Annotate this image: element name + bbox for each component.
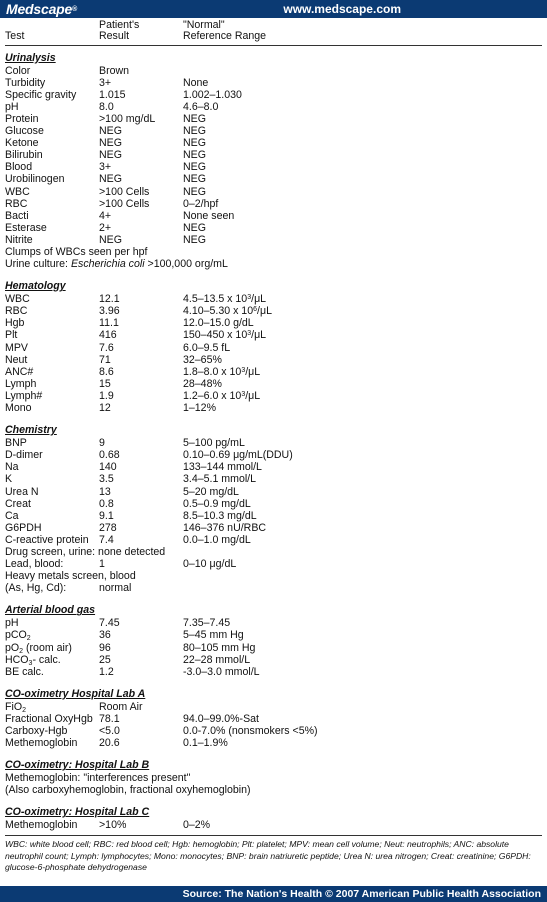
table-row: Turbidity 3+ None [5, 76, 209, 89]
table-row: Urobilinogen NEG NEG [5, 173, 206, 186]
table-row: Blood 3+ NEG [5, 161, 206, 174]
table-row: Drug screen, urine: none detected [5, 545, 166, 558]
table-row: Bacti 4+ None seen [5, 209, 235, 222]
table-row: (As, Hg, Cd): normal [5, 582, 132, 595]
table-row: Protein >100 mg/dL NEG [5, 112, 206, 125]
table-row: G6PDH 278 146–376 nU/RBC [5, 521, 267, 534]
table-row: Esterase 2+ NEG [5, 221, 206, 234]
table-row: Methemoglobin >10% 0–2% [5, 819, 211, 832]
table-row: pH 8.0 4.6–8.0 [5, 100, 219, 113]
table-row: Neut 71 32–65% [5, 353, 222, 366]
table-row: Ca 9.1 8.5–10.3 mg/dL [5, 509, 257, 522]
column-headers: Patient's "Normal" Test Result Reference Range [5, 20, 542, 43]
urine-culture-note: Urine culture: Escherichia coli >100,000 org/mL [5, 258, 228, 271]
table-row: Creat 0.8 0.5–0.9 mg/dL [5, 497, 251, 510]
section-title-abg: Arterial blood gas [5, 604, 96, 617]
header-bar [0, 0, 547, 18]
table-row: ANC# 8.6 1.8–8.0 x $10^3/\mu L$ [5, 365, 261, 378]
col-result: Result [99, 30, 130, 43]
section-title-chemistry: Chemistry [5, 424, 57, 437]
table-row: Lymph 15 28–48% [5, 377, 222, 390]
table-row: $HCO_3-$ calc. 25 22–28 mmol/L [5, 653, 251, 667]
section-title-hematology: Hematology [5, 280, 66, 293]
table-row: pCO$_2$ 36 5–45 mm Hg [5, 629, 244, 643]
table-row: Lymph# 1.9 1.2–6.0 x $10^3/\mu L$ [5, 389, 261, 402]
table-row: RBC 3.96 4.10–5.30 x $10^6/\mu L$ [5, 305, 272, 318]
table-row: BE calc. 1.2 -3.0–3.0 mmol/L [5, 665, 260, 678]
table-row: Carboxy-Hgb <5.0 0.0-7.0% (nonsmokers <5%) [5, 725, 318, 737]
table-row: Methemoglobin 20.6 0.1–1.9% [5, 737, 228, 750]
table-row: pH 7.45 7.35–7.45 [5, 617, 231, 630]
section-title-urinalysis: Urinalysis [5, 51, 56, 64]
site-url[interactable]: www.medscape.com [283, 2, 401, 16]
col-range: Reference Range [183, 30, 267, 43]
table-row: WBC >100 Cells NEG [5, 185, 206, 198]
table-row: Bilirubin NEG NEG [5, 149, 206, 162]
urinalysis-note: Clumps of WBCs seen per hpf [5, 246, 148, 258]
col-test: Test [5, 30, 25, 43]
section-title-coox-c: CO-oximetry: Hospital Lab C [5, 806, 150, 819]
table-row: Urea N 13 5–20 mg/dL [5, 485, 239, 498]
table-row: Ketone NEG NEG [5, 137, 206, 150]
section-title-coox-a: CO-oximetry Hospital Lab A [5, 687, 146, 700]
table-row: Glucose NEG NEG [5, 125, 206, 138]
table-row: BNP 9 5–100 pg/mL [5, 437, 245, 450]
divider [5, 45, 542, 46]
table-row: C-reactive protein 7.4 0.0–1.0 mg/dL [5, 533, 251, 546]
medscape-logo[interactable]: Medscape® [6, 1, 78, 17]
table-row: MPV 7.6 6.0–9.5 fL [5, 341, 231, 354]
table-row: Mono 12 1–12% [5, 402, 216, 415]
abbreviations-footnote: WBC: white blood cell; RBC: red blood cell; Hgb: hemoglobin; Plt: platelet; MPV: mean cell volume; Neut: neutrophils; ANC: absolute neutrophil count; Lymph: lymphocytes; Mono: monocytes; BNP: brain natriuretic peptide; Urea N: urea nitrogen; Creat: creatinine; G6PDH: glucose-6-phosphate dehydrogenase [5, 835, 542, 873]
coox-b-line2: (Also carboxyhemoglobin, fractional oxyhemoglobin) [5, 784, 251, 797]
lab-results-table [0, 20, 547, 873]
table-row: FiO$_2$ Room Air [5, 700, 143, 714]
table-row: WBC 12.1 4.5–13.5 x $10^3/\mu L$ [5, 293, 267, 306]
table-row: Heavy metals screen, blood [5, 570, 136, 583]
table-row: D-dimer 0.68 0.10–0.69 μg/mL(DDU) [5, 449, 293, 462]
section-title-coox-b: CO-oximetry: Hospital Lab B [5, 759, 150, 772]
table-row: K 3.5 3.4–5.1 mmol/L [5, 473, 257, 486]
table-row: Fractional OxyHgb 78.1 94.0–99.0%-Sat [5, 712, 259, 725]
table-row: Lead, blood: 1 0–10 μg/dL [5, 558, 237, 571]
table-row: Hgb 11.1 12.0–15.0 g/dL [5, 317, 254, 330]
table-row: Color Brown [5, 64, 130, 77]
table-row: Specific gravity 1.015 1.002–1.030 [5, 88, 242, 101]
table-row: $pO_2$ (room air) 96 80–105 mm Hg [5, 641, 256, 655]
coox-b-line1: Methemoglobin: "interferences present" [5, 772, 191, 785]
table-row: Na 140 133–144 mmol/L [5, 461, 262, 474]
table-row: RBC >100 Cells 0–2/hpf [5, 197, 219, 210]
table-row: Plt 416 150–450 x $10^3/\mu L$ [5, 329, 267, 342]
table-row: Nitrite NEG NEG [5, 233, 206, 246]
source-credit: Source: The Nation's Health © 2007 American Public Health Association [0, 886, 547, 902]
